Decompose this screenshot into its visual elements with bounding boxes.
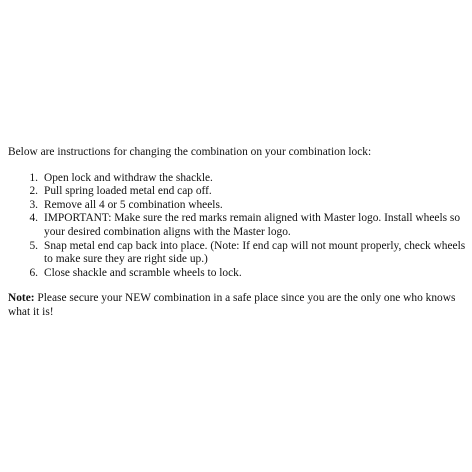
step-text: Snap metal end cap back into place. (Note: If end cap will not mount properly, check wheels to make sure they are right side up.) <box>44 239 466 266</box>
instruction-document <box>8 146 468 320</box>
intro-text: Below are instructions for changing the combination on your combination lock: <box>8 146 372 158</box>
step-text: Close shackle and scramble wheels to lock. <box>44 266 242 279</box>
steps-list <box>8 172 468 281</box>
step-item <box>8 212 468 239</box>
step-number: 3. <box>29 198 38 211</box>
note-label: Note: <box>8 292 35 305</box>
step-number: 2. <box>29 185 38 198</box>
step-item <box>8 185 468 199</box>
step-number: 1. <box>29 171 38 184</box>
note-paragraph <box>8 292 468 319</box>
step-number: 6. <box>29 266 38 279</box>
step-number: 5. <box>29 239 38 252</box>
step-text: Remove all 4 or 5 combination wheels. <box>44 198 223 211</box>
step-text: Pull spring loaded metal end cap off. <box>44 185 212 198</box>
step-item <box>8 267 468 281</box>
step-item <box>8 172 468 186</box>
step-item <box>8 240 468 267</box>
step-text: Open lock and withdraw the shackle. <box>44 171 213 184</box>
step-text: IMPORTANT: Make sure the red marks remain aligned with Master logo. Install wheels so your desired combination aligns with the Master logo. <box>44 212 461 238</box>
step-item <box>8 199 468 213</box>
step-number: 4. <box>29 212 38 225</box>
note-text: Please secure your NEW combination in a safe place since you are the only one who knows what it is! <box>8 292 456 318</box>
